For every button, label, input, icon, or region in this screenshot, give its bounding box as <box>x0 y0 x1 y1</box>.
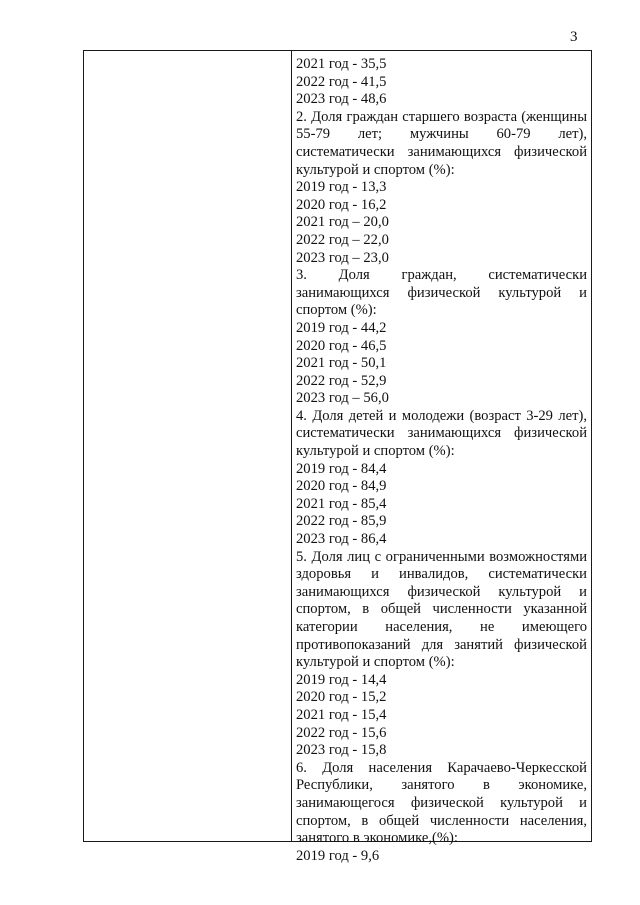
year-value: 2019 год - 14,4 <box>296 671 387 688</box>
indicator-3-text: 3. Доля граждан, систематически занимающихся физической культурой и спортом (%): <box>296 267 587 319</box>
year-value: 2023 год - 15,8 <box>296 742 387 759</box>
year-value: 2020 год - 15,2 <box>296 689 387 706</box>
indicator-4-text: 4. Доля детей и молодежи (возраст 3-29 лет), систематически занимающихся физической культурой и спортом (%): <box>296 407 587 460</box>
page-number: 3 <box>570 29 578 45</box>
year-value: 2022 год - 85,9 <box>296 513 387 530</box>
year-value: 2020 год - 16,2 <box>296 196 387 213</box>
indicator-table <box>83 50 592 864</box>
year-value: 2023 год – 23,0 <box>296 249 389 266</box>
year-value: 2021 год - 50,1 <box>296 355 387 372</box>
indicator-5-text: 5. Доля лиц с ограниченными возможностями здоровья и инвалидов, систематически занимающихся физической культурой и спортом, в общей численности указанной категории населения, не имеющего противопоказаний для занятий физической культурой и спортом (%): <box>296 548 587 671</box>
year-value: 2020 год - 46,5 <box>296 337 387 354</box>
indicator-6-text: 6. Доля населения Карачаево-Черкесской Республики, занятого в экономике, занимающегося физической культурой и спортом, в общей численности населения, занятого в экономике,(%): <box>296 759 587 847</box>
table-right-column <box>292 51 591 864</box>
table-left-column <box>84 51 292 841</box>
year-value: 2021 год – 20,0 <box>296 214 389 231</box>
year-value: 2021 год - 15,4 <box>296 706 387 723</box>
year-value: 2019 год - 9,6 <box>296 847 380 864</box>
year-value: 2022 год - 15,6 <box>296 724 387 741</box>
year-value: 2023 год – 56,0 <box>296 390 389 407</box>
year-value: 2022 год - 52,9 <box>296 372 387 389</box>
year-value: 2021 год - 35,5 <box>296 56 387 72</box>
year-value: 2022 год – 22,0 <box>296 231 389 248</box>
indicator-2-text: 2. Доля граждан старшего возраста (женщины 55-79 лет; мужчины 60-79 лет), систематически занимающихся физической культурой и спортом (%): <box>296 108 587 178</box>
year-value: 2021 год - 85,4 <box>296 495 387 512</box>
year-value: 2022 год - 41,5 <box>296 73 387 90</box>
year-value: 2023 год - 48,6 <box>296 91 387 108</box>
year-value: 2020 год - 84,9 <box>296 478 387 495</box>
year-value: 2023 год - 86,4 <box>296 531 387 548</box>
year-value: 2019 год - 44,2 <box>296 319 387 336</box>
year-value: 2019 год - 13,3 <box>296 179 387 196</box>
year-value: 2019 год - 84,4 <box>296 460 387 477</box>
